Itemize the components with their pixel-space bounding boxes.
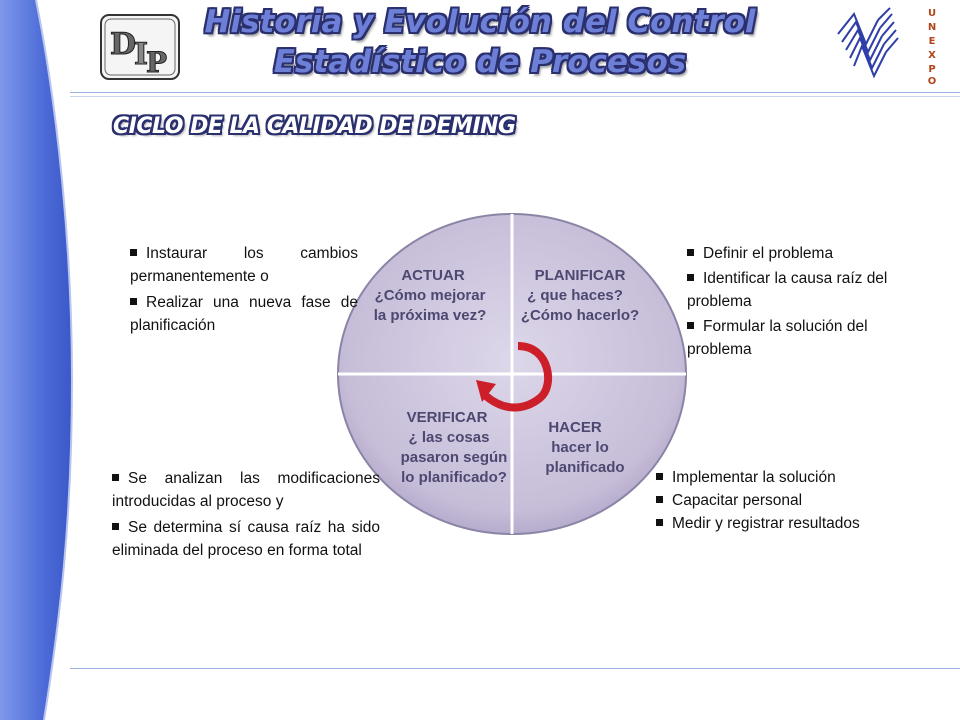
bullet-icon (656, 496, 663, 503)
header-divider (70, 92, 960, 93)
quadrant-verificar-line2: pasaron según (400, 449, 508, 466)
svg-text:N: N (927, 22, 937, 33)
list-item: Medir y registrar resultados (656, 512, 926, 535)
quadrant-hacer-line2: planificado (545, 459, 625, 476)
quadrant-actuar-line1: ¿Cómo mejorar (374, 287, 486, 304)
svg-text:X: X (928, 50, 936, 61)
list-item: Implementar la solución (656, 466, 926, 489)
list-item: Identificar la causa raíz del problema (687, 270, 888, 310)
bullet-icon (687, 274, 694, 281)
bullet-icon (130, 249, 137, 256)
list-item: Instaurar los cambios permanentemente o (130, 245, 358, 285)
planificar-notes (687, 242, 935, 361)
bullet-icon (687, 322, 694, 329)
svg-text:P: P (928, 64, 936, 75)
page-title-line-2: Estadístico de Procesos (273, 44, 687, 80)
actuar-notes (130, 242, 358, 337)
quadrant-hacer-title: HACER (548, 419, 602, 436)
svg-text:I: I (134, 37, 149, 72)
svg-text:D: D (110, 27, 137, 62)
list-item: Se analizan las modificaciones introducidas al proceso y (112, 470, 380, 510)
deming-cycle-diagram (330, 210, 700, 542)
section-subtitle: CICLO DE LA CALIDAD DE DEMING (113, 114, 516, 139)
list-item: Definir el problema (687, 242, 935, 265)
svg-text:U: U (927, 8, 937, 19)
quadrant-planificar-title: PLANIFICAR (534, 267, 626, 284)
bullet-icon (656, 519, 663, 526)
quadrant-actuar-title: ACTUAR (401, 267, 465, 284)
bullet-icon (112, 474, 119, 481)
footer-divider (70, 668, 960, 669)
bullet-icon (130, 298, 137, 305)
svg-text:P: P (146, 46, 168, 79)
bullet-icon (112, 523, 119, 530)
quadrant-actuar-line2: la próxima vez? (373, 307, 487, 324)
quadrant-hacer-line1: hacer lo (551, 439, 609, 456)
quadrant-planificar-line1: ¿ que haces? (527, 287, 623, 304)
list-item: Formular la solución del problema (687, 318, 868, 358)
svg-text:O: O (927, 76, 937, 84)
quadrant-planificar-line2: ¿Cómo hacerlo? (520, 307, 640, 324)
page-title-line-1: Historia y Evolución del Control (204, 4, 756, 40)
header-divider-secondary (70, 96, 960, 97)
bullet-icon (656, 473, 663, 480)
quadrant-verificar-title: VERIFICAR (406, 409, 488, 426)
quadrant-verificar-line1: ¿ las cosas (408, 429, 490, 446)
svg-text:E: E (928, 36, 936, 47)
verificar-notes (112, 467, 380, 562)
quadrant-verificar-line3: lo planificado? (401, 469, 507, 486)
bullet-icon (687, 249, 694, 256)
list-item: Se determina sí causa raíz ha sido eliminada del proceso en forma total (112, 519, 380, 559)
hacer-notes (656, 466, 926, 535)
unexpo-logo (832, 4, 952, 84)
list-item: Capacitar personal (656, 489, 926, 512)
list-item: Realizar una nueva fase de planificación (130, 294, 358, 334)
